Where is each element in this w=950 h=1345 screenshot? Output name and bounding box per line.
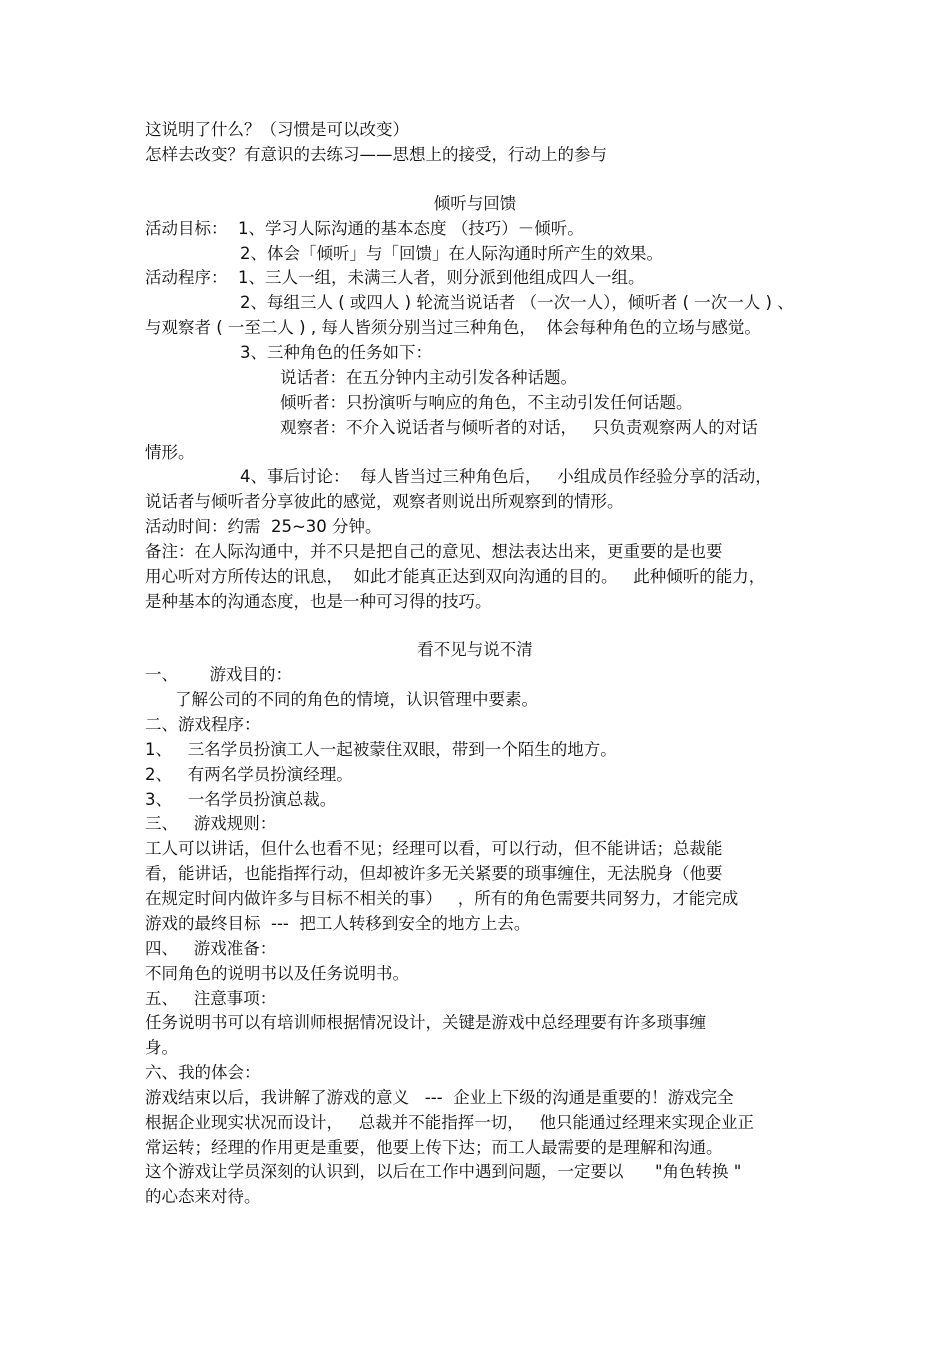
- section-title-listening: 倾听与回馈: [433, 194, 517, 213]
- text-line: 三、 游戏规则：: [145, 814, 277, 833]
- text-line: 观察者：不介入说话者与倾听者的对话， 只负责观察两人的对话: [280, 418, 758, 437]
- text-line: 任务说明书可以有培训师根据情况设计，关键是游戏中总经理要有许多琐事缠: [145, 1013, 706, 1032]
- text-line: 四、 游戏准备：: [145, 939, 277, 958]
- text-line: 说话者与倾听者分享彼此的感觉，观察者则说出所观察到的情形。: [145, 492, 624, 511]
- text-line: 备注：在人际沟通中，并不只是把自己的意见、想法表达出来，更重要的是也要: [145, 542, 723, 561]
- text-line: 与观察者 ( 一至二人 ) , 每人皆须分别当过三种角色， 体会每种角色的立场与感觉。: [145, 318, 761, 337]
- text-line: 五、 注意事项：: [145, 989, 277, 1008]
- text-line: 活动目标： 1、学习人际沟通的基本态度 （技巧）－倾听。: [145, 219, 584, 238]
- text-line: 这说明了什么？（习惯是可以改变）: [145, 120, 409, 139]
- text-line: 2、 有两名学员扮演经理。: [145, 765, 353, 784]
- text-line: 工人可以讲话，但什么也看不见；经理可以看，可以行动，但不能讲话；总裁能: [145, 839, 723, 858]
- text-line: 游戏结束以后，我讲解了游戏的意义 --- 企业上下级的沟通是重要的！游戏完全: [145, 1088, 734, 1107]
- text-line: 了解公司的不同的角色的情境，认识管理中要素。: [175, 690, 538, 709]
- text-line: 倾听者：只扮演听与响应的角色，不主动引发任何话题。: [280, 393, 693, 412]
- text-line: 的心态来对待。: [145, 1187, 261, 1206]
- text-line: 情形。: [145, 443, 195, 462]
- text-line: 六、我的体会：: [145, 1063, 261, 1082]
- text-line: 不同角色的说明书以及任务说明书。: [145, 964, 409, 983]
- text-line: 常运转；经理的作用更是重要，他要上传下达；而工人最需要的是理解和沟通。: [145, 1138, 723, 1157]
- text-line: 看，能讲话，也能指挥行动，但却被许多无关紧要的琐事缠住，无法脱身（他要: [145, 864, 723, 883]
- text-line: 怎样去改变？有意识的去练习——思想上的接受，行动上的参与: [145, 145, 607, 164]
- text-line: 用心听对方所传达的讯息， 如此才能真正达到双向沟通的目的。 此种倾听的能力，: [145, 567, 766, 586]
- text-line: 说话者：在五分钟内主动引发各种话题。: [280, 368, 577, 387]
- text-line: 根据企业现实状况而设计， 总裁并不能指挥一切， 他只能通过经理来实现企业正: [145, 1113, 754, 1132]
- text-line: 4、事后讨论： 每人皆当过三种角色后， 小组成员作经验分享的活动，: [240, 467, 772, 486]
- text-line: 是种基本的沟通态度，也是一种可习得的技巧。: [145, 592, 492, 611]
- text-line: 1、 三名学员扮演工人一起被蒙住双眼，带到一个陌生的地方。: [145, 740, 617, 759]
- text-line: 活动时间：约需 25~30 分钟。: [145, 517, 382, 536]
- text-line: 游戏的最终目标 --- 把工人转移到安全的地方上去。: [145, 914, 531, 933]
- text-line: 这个游戏让学员深刻的认识到，以后在工作中遇到问题，一定要以 "角色转换 ": [145, 1162, 742, 1181]
- section-title-cannot-see: 看不见与说不清: [417, 640, 533, 659]
- text-line: 2、每组三人 ( 或四人 ) 轮流当说话者 （一次一人），倾听者 ( 一次一人 ) 、: [240, 293, 794, 312]
- text-line: 一、 游戏目的：: [145, 665, 292, 684]
- text-line: 3、三种角色的任务如下：: [240, 343, 432, 362]
- text-line: 3、 一名学员扮演总裁。: [145, 790, 337, 809]
- text-line: 二、游戏程序：: [145, 715, 261, 734]
- text-line: 2、体会「倾听」与「回馈」在人际沟通时所产生的效果。: [240, 244, 663, 263]
- text-line: 身。: [145, 1038, 178, 1057]
- text-line: 在规定时间内做许多与目标不相关的事） ，所有的角色需要共同努力，才能完成: [145, 889, 739, 908]
- text-line: 活动程序： 1、三人一组，未满三人者，则分派到他组成四人一组。: [145, 268, 645, 287]
